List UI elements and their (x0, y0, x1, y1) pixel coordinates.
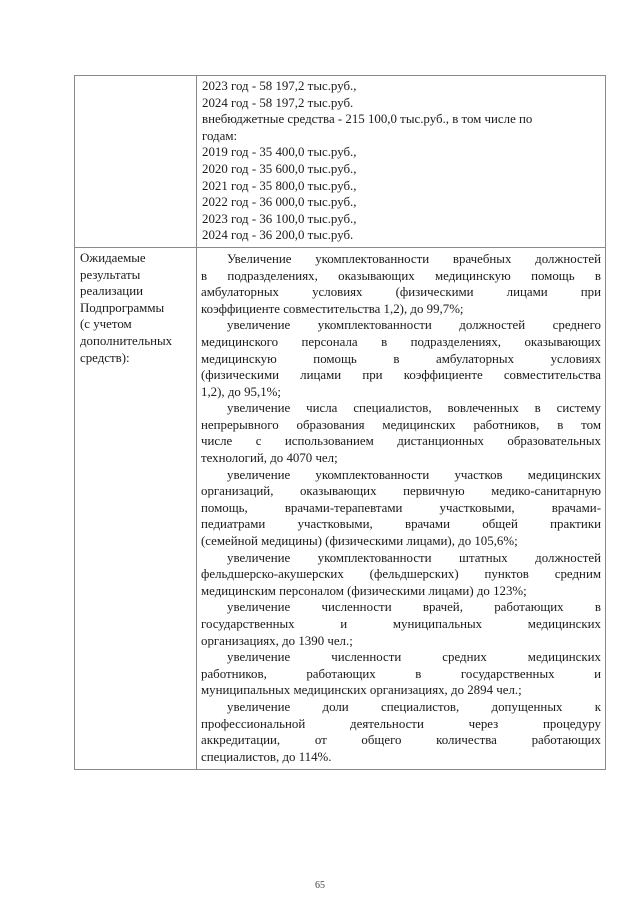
result-item (201, 251, 601, 317)
results-label-cell (75, 247, 197, 769)
result-line: аккредитации, от общего количества работающих (201, 733, 601, 748)
results-paragraphs (197, 248, 605, 769)
result-line: педиатрами участковыми, врачами общей практики (201, 517, 601, 532)
results-row (75, 247, 606, 769)
result-item (201, 317, 601, 400)
funding-label-cell (75, 76, 197, 248)
result-line: организаций, оказывающих первичную медико-санитарную (201, 484, 601, 499)
funding-line: 2023 год - 58 197,2 тыс.руб., (202, 79, 357, 93)
results-label-line: средств): (80, 350, 130, 365)
results-label-line: реализации (80, 284, 143, 299)
result-line: числе с использованием дистанционных образовательных (201, 434, 601, 449)
result-line: государственных и муниципальных медицинских (201, 617, 601, 631)
funding-line: 2024 год - 58 197,2 тыс.руб. (202, 95, 354, 110)
result-line: непрерывного образования медицинских работников, в том (201, 417, 601, 432)
result-item (201, 699, 601, 765)
result-line: специалистов, до 114%. (201, 749, 332, 764)
result-line: коэффициенте совместительства 1,2), до 99,7%; (201, 301, 464, 316)
result-line: муниципальных медицинских организациях, до 2894 чел.; (201, 683, 522, 698)
result-line: увеличение численности средних медицинских (227, 650, 601, 665)
result-line: увеличение укомплектованности штатных должностей (227, 550, 601, 565)
result-line: фельдшерско-акушерских (фельдшерских) пунктов средним (201, 567, 601, 582)
result-line: увеличение укомплектованности участков медицинских (227, 467, 601, 482)
result-item (201, 400, 601, 466)
result-line: увеличение числа специалистов, вовлеченных в систему (227, 401, 601, 416)
result-item (201, 599, 601, 649)
funding-line: 2020 год - 35 600,0 тыс.руб., (202, 161, 357, 176)
result-line: (физическими лицами при коэффициенте совместительства (201, 368, 601, 383)
results-label-line: дополнительных (80, 333, 173, 348)
result-item (201, 649, 601, 699)
result-line: медицинскую помощь в амбулаторных условиях (201, 351, 601, 366)
result-line: увеличение укомплектованности должностей среднего (227, 318, 601, 333)
result-line: 1,2), до 95,1%; (201, 384, 281, 399)
result-item (201, 467, 601, 550)
result-line: в подразделениях, оказывающих медицинскую помощь в (201, 268, 601, 283)
funding-row (75, 76, 606, 248)
results-label-line: результаты (80, 267, 141, 282)
results-label (75, 248, 196, 369)
funding-line: 2021 год - 35 800,0 тыс.руб., (202, 178, 357, 193)
result-line: медицинским персоналом (физическими лицами) до 123%; (201, 583, 527, 598)
results-label-line: Ожидаемые (80, 250, 146, 265)
result-line: (семейной медицины) (физическими лицами), до 105,6%; (201, 534, 518, 549)
result-line: медицинского персонала в подразделениях, оказывающих (201, 334, 601, 349)
result-line: увеличение численности врачей, работающих в (227, 600, 601, 615)
funding-line: 2019 год - 35 400,0 тыс.руб., (202, 145, 357, 160)
funding-lines (197, 76, 605, 247)
subprogram-passport-table (74, 75, 606, 770)
result-line: помощь, врачами-терапевтами участковыми, врачами- (201, 500, 601, 515)
funding-line: годам: (202, 128, 238, 143)
funding-line: 2022 год - 36 000,0 тыс.руб., (202, 195, 357, 210)
funding-line: 2024 год - 36 200,0 тыс.руб. (202, 228, 354, 243)
result-item (201, 550, 601, 600)
funding-value-cell (197, 76, 606, 248)
result-line: амбулаторных условиях (физическими лицами при (201, 285, 601, 300)
result-line: организациях, до 1390 чел.; (201, 633, 353, 648)
result-line: профессиональной деятельности через процедуру (201, 716, 601, 731)
result-line: увеличение доли специалистов, допущенных к (227, 699, 601, 714)
result-line: Увеличение укомплектованности врачебных должностей (227, 251, 601, 266)
funding-line: внебюджетные средства - 215 100,0 тыс.руб., в том числе по (202, 112, 533, 127)
page-number: 65 (315, 880, 325, 891)
results-label-line: Подпрограммы (80, 300, 165, 315)
result-line: работников, работающих в государственных и (201, 666, 601, 681)
funding-line: 2023 год - 36 100,0 тыс.руб., (202, 211, 357, 226)
results-value-cell (197, 247, 606, 769)
results-label-line: (с учетом (80, 317, 132, 332)
result-line: технологий, до 4070 чел; (201, 451, 338, 466)
